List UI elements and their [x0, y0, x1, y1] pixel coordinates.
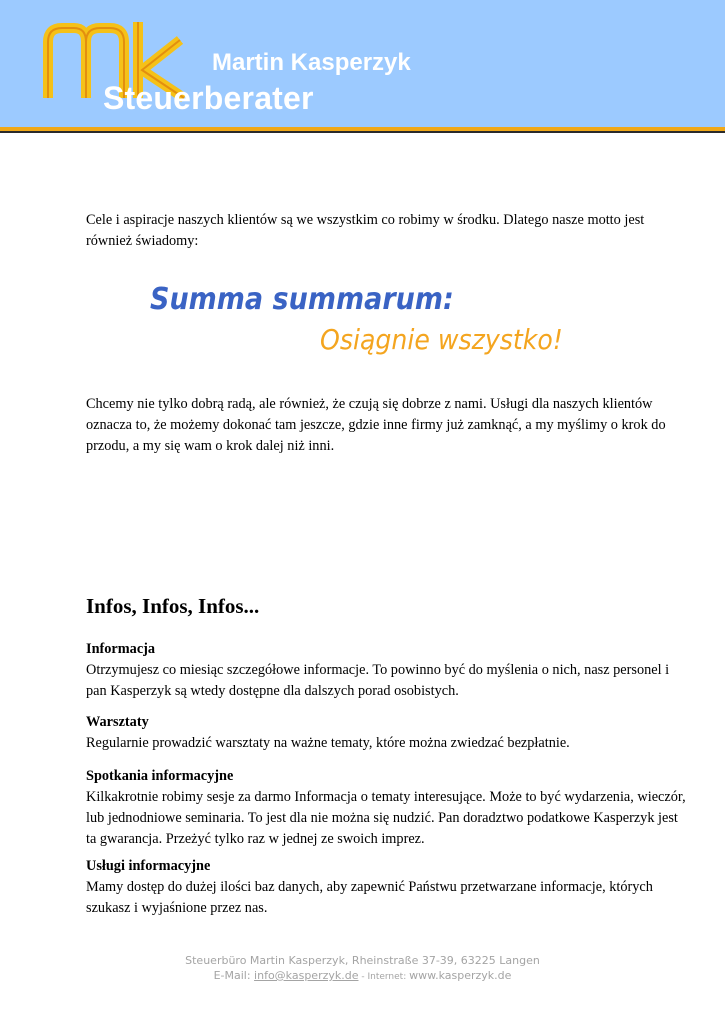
info-text: Regularnie prowadzić warsztaty na ważne tematy, które można zwiedzać bezpłatnie. — [86, 735, 570, 751]
footer-email-link[interactable]: info@kasperzyk.de — [254, 969, 359, 982]
brand-name: Martin Kasperzyk — [212, 49, 411, 76]
info-block-spotkania — [86, 766, 686, 850]
info-text: Kilkakrotnie robimy sesje za darmo Informacja o tematy interesujące. Może to być wydarzenia, wieczór, lub jednodniowe seminaria. To jest dla nie można się nudzić. Pan doradztwo podatkowe Kasperzyk jest ta gwarancja. Przeżyć tylko raz w jednej ze swoich imprez. — [86, 789, 686, 847]
brand-subtitle: Steuerberater — [103, 80, 314, 116]
info-title: Informacja — [86, 641, 156, 657]
info-block-warsztaty — [86, 712, 686, 754]
info-text: Otrzymujesz co miesiąc szczegółowe informacje. To powinno być do myślenia o nich, nasz personel i pan Kasperzyk są wtedy dostępne dla dalszych porad osobistych. — [86, 662, 670, 699]
info-title: Spotkania informacyjne — [86, 768, 234, 784]
footer-website[interactable]: www.kasperzyk.de — [409, 969, 512, 982]
service-paragraph: Chcemy nie tylko dobrą radą, ale również, że czują się dobrze z nami. Usługi dla naszych klientów oznacza to, że możemy dokonać tam jeszcze, gdzie inne firmy już zamknąć, a my myślimy o krok do przodu, a my się wam o krok dalej niż inni. — [86, 396, 666, 454]
info-title: Usługi informacyjne — [86, 858, 211, 874]
header-dark-rule — [0, 131, 725, 133]
motto-line-2: Osiągnie wszystko! — [320, 323, 563, 356]
footer — [0, 953, 725, 985]
footer-contact — [0, 968, 725, 985]
info-block-uslugi — [86, 856, 686, 919]
intro-paragraph: Cele i aspiracje naszych klientów są we wszystkim co robimy w środku. Dlatego nasze motto jest również świadomy: — [86, 212, 645, 249]
footer-email-label: E-Mail: — [213, 969, 255, 982]
info-text: Mamy dostęp do dużej ilości baz danych, aby zapewnić Państwu przetwarzane informacje, których szukasz i wyjaśnione przez nas. — [86, 879, 653, 916]
motto-line-1: Summa summarum: — [150, 282, 454, 317]
footer-address: Steuerbüro Martin Kasperzyk, Rheinstraße 37-39, 63225 Langen — [185, 954, 540, 967]
info-block-informacja — [86, 639, 686, 702]
section-title: Infos, Infos, Infos... — [86, 594, 260, 618]
info-title: Warsztaty — [86, 714, 149, 730]
footer-internet-label: - Internet: — [358, 972, 410, 982]
